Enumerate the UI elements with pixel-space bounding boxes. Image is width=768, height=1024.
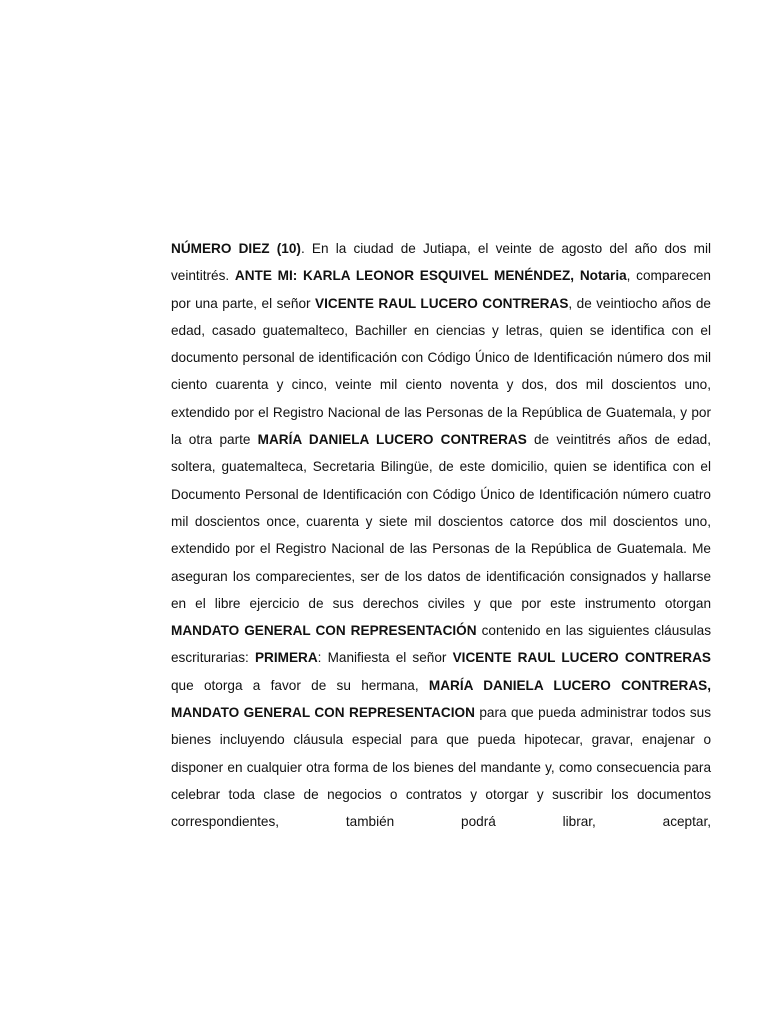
grantee-mandate: MARÍA DANIELA LUCERO CONTRERAS, MANDATO GENERAL CON REPRESENTACION (171, 677, 711, 721)
text-segment: de veintitrés años de edad, soltera, guatemalteca, Secretaria Bilingüe, de este domicilio, quien se identifica con el Documento Personal de Identificación con Código Único de Identificación número cuatro mil doscientos once, cuarenta y siete mil doscientos catorce dos mil doscientos uno, extendido por el Registro Nacional de las Personas de la República de Guatemala. Me aseguran los comparecientes, ser de los datos de identificación consignados y hallarse en el libre ejercicio de sus derechos civiles y que por este instrumento otorgan (171, 432, 711, 611)
text-segment: . En la ciudad de Jutiapa, el veinte de agosto del año dos mil veintitrés. (171, 241, 712, 284)
text-segment: , comparecen por una parte, el señor (171, 268, 711, 311)
deed-paragraph (171, 235, 711, 836)
notary-name: ANTE MI: KARLA LEONOR ESQUIVEL MENÉNDEZ, Notaria (234, 268, 627, 284)
text-segment: contenido en las siguientes cláusulas escriturarias: (171, 623, 711, 666)
grantor-name: VICENTE RAUL LUCERO CONTRERAS (452, 650, 711, 666)
text-segment: : Manifiesta el señor (317, 650, 453, 666)
mandate-type: MANDATO GENERAL CON REPRESENTACIÓN (171, 623, 477, 639)
text-segment: para que pueda administrar todos sus bienes incluyendo cláusula especial para que pueda hipotecar, gravar, enajenar o disponer en cualquier otra forma de los bienes del mandante y, como consecuencia para celebrar toda clase de negocios o contratos y otorgar y suscribir los documentos correspondientes, también podrá librar, aceptar, (171, 705, 711, 830)
text-segment: , de veintiocho años de edad, casado guatemalteco, Bachiller en ciencias y letras, quien se identifica con el documento personal de identificación con Código Único de Identificación número dos mil ciento cuarenta y cinco, veinte mil ciento noventa y dos, dos mil doscientos uno, extendido por el Registro Nacional de las Personas de la República de Guatemala, y por la otra parte (171, 295, 711, 448)
grantee-name: MARÍA DANIELA LUCERO CONTRERAS (257, 432, 527, 448)
clause-heading-primera: PRIMERA (254, 650, 318, 666)
grantor-name: VICENTE RAUL LUCERO CONTRERAS (315, 295, 569, 311)
text-segment: que otorga a favor de su hermana, (171, 677, 429, 693)
deed-number-heading: NÚMERO DIEZ (10) (171, 241, 301, 256)
